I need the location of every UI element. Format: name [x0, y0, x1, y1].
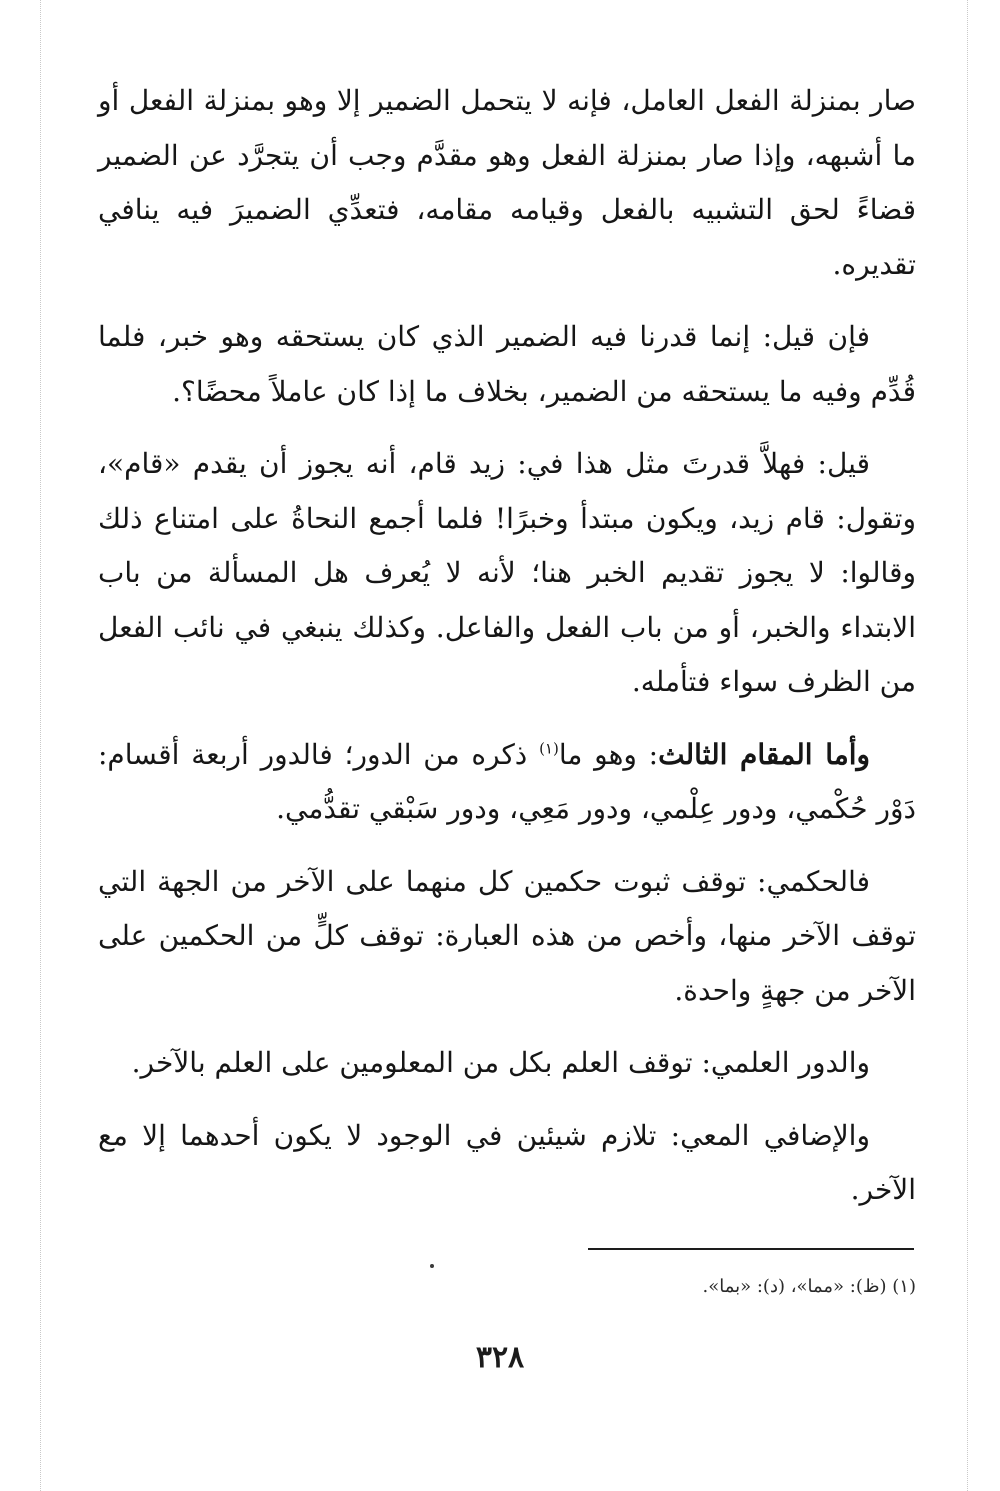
paragraph-4-part-2: ذكره من الدور؛ فالدور أربعة أقسام: دَوْر حُكْمي، ودور عِلْمي، ودور مَعِي، ودور سَبْقي تقدُّمي. [98, 737, 916, 825]
paragraph-7: والإضافي المعي: تلازم شيئين في الوجود لا يكون أحدهما إلا مع الآخر. [98, 1118, 916, 1206]
footnote: (١) (ظ): «مما»، (د): «بما». [702, 1276, 916, 1297]
paragraph-2: فإن قيل: إنما قدرنا فيه الضمير الذي كان يستحقه وهو خبر، فلما قُدِّم وفيه ما يستحقه من الضمير، بخلاف ما إذا كان عاملاً محضًا؟. [98, 320, 916, 408]
paragraph-5: فالحكمي: توقف ثبوت حكمين كل منهما على الآخر من الجهة التي توقف الآخر منها، وأخص من هذه العبارة: توقف كلٍّ من الحكمين على الآخر من جهةٍ واحدة. [98, 864, 916, 1007]
paragraph-1: صار بمنزلة الفعل العامل، فإنه لا يتحمل الضمير إلا وهو بمنزلة الفعل أو ما أشبهه، وإذا صار بمنزلة الفعل وهو مقدَّم وجب أن يتجرَّد عن الضمير قضاءً لحق التشبيه بالفعل وقيامه مقامه، فتعدِّي الضميرَ فيه ينافي تقديره. [98, 84, 916, 281]
footnote-reference[interactable]: (١) [539, 739, 559, 758]
margin-guide-left [40, 0, 41, 1491]
page-body [98, 74, 916, 1236]
paragraph-4 [98, 728, 916, 837]
section-heading: وأما المقام الثالث [658, 737, 871, 771]
margin-guide-right [967, 0, 968, 1491]
scan-speck [430, 1264, 434, 1268]
paragraph-3: قيل: فهلاَّ قدرتَ مثل هذا في: زيد قام، أنه يجوز أن يقدم «قام»، وتقول: قام زيد، ويكون مبتدأ وخبرًا! فلما أجمع النحاةُ على امتناع ذلك وقالوا: لا يجوز تقديم الخبر هنا؛ لأنه لا يُعرف هل المسألة من باب الابتداء والخبر، أو من باب الفعل والفاعل. وكذلك ينبغي في نائب الفعل من الظرف سواء فتأمله. [98, 447, 916, 698]
page-number: ٣٢٨ [475, 1340, 525, 1375]
paragraph-4-part-1: : وهو ما [558, 737, 659, 771]
footnote-divider [588, 1248, 914, 1250]
paragraph-6: والدور العلمي: توقف العلم بكل من المعلومين على العلم بالآخر. [131, 1046, 870, 1079]
